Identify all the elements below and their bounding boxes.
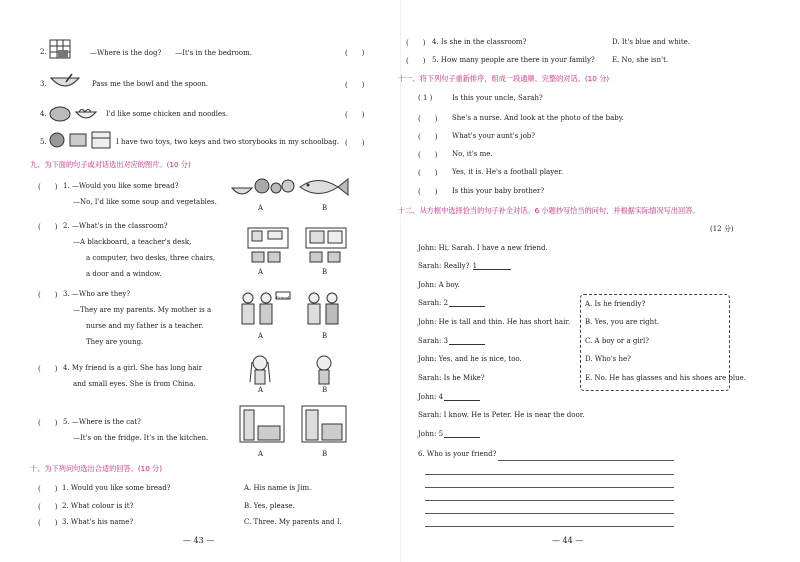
blank-3[interactable] (449, 337, 485, 345)
label-a: A (258, 268, 264, 276)
blank-5[interactable] (444, 430, 480, 438)
pic-item-num: 3. (40, 80, 47, 88)
option-b: B. Yes, you are right. (585, 318, 660, 326)
s9-line: —No, I'd like some soup and vegetables. (73, 198, 217, 206)
s11-sentence: No, it's me. (452, 150, 493, 158)
answer-paren[interactable]: ( ) (38, 419, 58, 427)
s10-question: 2. What colour is it? (62, 502, 134, 510)
chicken-noodles-picture (48, 100, 98, 124)
answer-line[interactable] (498, 460, 674, 461)
answer-paren[interactable]: ( ) (38, 223, 58, 231)
label-a: A (258, 386, 264, 394)
s11-sentence: She's a nurse. And look at the photo of the baby. (452, 114, 624, 122)
blank-2[interactable] (449, 299, 485, 307)
s9-line: 5. —Where is the cat? (63, 418, 141, 426)
pic-item-text: I have two toys, two keys and two storybooks in my schoolbag. (116, 138, 340, 146)
bowl-spoon-picture (48, 72, 82, 92)
option-e: E. No. He has glasses and his shoes are blue. (585, 374, 746, 382)
s9-line: a computer, two desks, three chairs, (86, 254, 216, 262)
pic-item-num: 5. (40, 138, 47, 146)
s10-question: 1. Would you like some bread? (62, 484, 171, 492)
dialogue-line: John: A boy. (418, 281, 460, 289)
answer-paren[interactable]: ( ) (38, 365, 58, 373)
dialogue-line: Sarah: Really? 1 (418, 262, 511, 270)
answer-paren[interactable]: ( ) (418, 169, 438, 177)
option-d: D. Who's he? (585, 355, 631, 363)
answer-paren[interactable]: ( ) (38, 485, 58, 493)
s9-line: and small eyes. She is from China. (73, 380, 196, 388)
answer-line[interactable] (425, 474, 674, 475)
s9-line: 3. —Who are they? (63, 290, 131, 298)
s9-line: —A blackboard, a teacher's desk, (73, 238, 192, 246)
section-12-score: (12 分) (710, 225, 734, 233)
label-a: A (258, 332, 264, 340)
option-a: A. Is he friendly? (585, 300, 646, 308)
answer-paren[interactable]: ( ) (418, 115, 438, 123)
dialogue-line: Sarah: 2 (418, 299, 485, 307)
section-12-title: 十二、从方框中选择恰当的句子补全对话。6 小题抄写恰当的问句，并根据实际情况写出回答。 (398, 206, 700, 215)
pic-item-num: 4. (40, 110, 47, 118)
page-number: — 44 — (552, 536, 584, 545)
s9-line: 1. —Would you like some bread? (63, 182, 179, 190)
answer-paren[interactable]: ( ) (418, 151, 438, 159)
s9-line: —They are my parents. My mother is a (73, 306, 212, 314)
answer-paren[interactable]: ( ) (38, 291, 58, 299)
s10-question: 5. How many people are there in your family? (432, 56, 595, 64)
label-b: B (322, 204, 328, 212)
bowls-fruit-picture (230, 174, 298, 200)
question-6: 6. Who is your friend? (418, 450, 497, 458)
label-b: B (322, 268, 328, 276)
friend-tag: Friend (276, 295, 290, 300)
s9-line: —It's on the fridge. It's in the kitchen. (73, 434, 209, 442)
answer-line[interactable] (425, 500, 674, 501)
answer-paren[interactable]: ( ) (418, 133, 438, 141)
page-number: — 43 — (183, 536, 215, 545)
answer-paren[interactable]: ( ) (38, 183, 58, 191)
answer-paren[interactable]: ( ) (345, 81, 365, 89)
blank-4[interactable] (444, 393, 480, 401)
answer-paren[interactable]: ( ) (38, 519, 58, 527)
pic-item-text: —Where is the dog? —It's in the bedroom. (90, 49, 252, 57)
parents-pictures (236, 290, 346, 328)
s11-sentence: Yes, it is. He's a football player. (452, 168, 564, 176)
answer-paren[interactable]: ( ) (345, 111, 365, 119)
s9-line: a door and a window. (86, 270, 162, 278)
s11-sentence: What's your aunt's job? (452, 132, 536, 140)
answer-line[interactable] (425, 513, 674, 514)
dialogue-line: Sarah: Is he Mike? (418, 374, 485, 382)
blank-1[interactable]: 1 (473, 262, 511, 270)
label-b: B (322, 332, 328, 340)
label-a: A (258, 450, 264, 458)
dialogue-line: John: Yes, and he is nice, too. (418, 355, 522, 363)
classroom-pictures (246, 226, 350, 266)
answer-paren[interactable]: ( ) (406, 39, 426, 47)
answer-paren[interactable]: ( ) (38, 503, 58, 511)
s10-answer: A. His name is Jim. (244, 484, 312, 492)
s11-sentence: Is this your baby brother? (452, 187, 545, 195)
s9-line: nurse and my father is a teacher. (86, 322, 204, 330)
fish-food-picture (296, 174, 350, 200)
pic-item-text: I'd like some chicken and noodles. (106, 110, 229, 118)
section-11-title: 十一、将下列句子重新排序，组成一段通顺、完整的对话。(10 分) (398, 74, 610, 83)
answer-paren[interactable]: ( ) (418, 188, 438, 196)
dialogue-line: Sarah: 3 (418, 337, 485, 345)
label-a: A (258, 204, 264, 212)
s11-sentence: Is this your uncle, Sarah? (452, 94, 543, 102)
s10-answer: C. Three. My parents and I. (244, 518, 342, 526)
kitchen-pictures (238, 404, 350, 446)
answer-paren[interactable]: ( ) (345, 49, 365, 57)
answer-paren[interactable]: ( ) (345, 139, 365, 147)
pic-item-num: 2. (40, 48, 47, 56)
s10-question: 3. What's his name? (62, 518, 134, 526)
toys-keys-books-picture (48, 128, 114, 150)
dog-kennel-picture (48, 38, 74, 60)
dialogue-line: John: He is tall and thin. He has short hair. (418, 318, 571, 326)
section-10-title: 十、为下列问句选出合适的回答。(10 分) (30, 464, 163, 473)
s10-question: 4. Is she in the classroom? (432, 38, 527, 46)
s9-line: 4. My friend is a girl. She has long hair (63, 364, 203, 372)
dialogue-line: Sarah: I know. He is Peter. He is near the door. (418, 411, 585, 419)
dialogue-line: John: 4 (418, 393, 480, 401)
page-gutter (400, 0, 401, 562)
answer-line[interactable] (425, 487, 674, 488)
answer-paren[interactable]: ( ) (406, 57, 426, 65)
dialogue-line: John: 5 (418, 430, 480, 438)
s10-answer: B. Yes, please. (244, 502, 295, 510)
section-9-title: 九、为下面的句子或对话选出对应的图片。(10 分) (30, 160, 191, 169)
s9-line: They are young. (86, 338, 144, 346)
pic-item-text: Pass me the bowl and the spoon. (92, 80, 209, 88)
s10-answer: E. No, she isn't. (612, 56, 669, 64)
s10-answer: D. It's blue and white. (612, 38, 691, 46)
label-b: B (322, 450, 328, 458)
answer-line[interactable] (425, 526, 674, 527)
label-b: B (322, 386, 328, 394)
s9-line: 2. —What's in the classroom? (63, 222, 168, 230)
option-c: C. A boy or a girl? (585, 337, 649, 345)
dialogue-line: John: Hi, Sarah. I have a new friend. (418, 244, 548, 252)
answer-paren[interactable]: ( 1 ) (418, 94, 433, 102)
girls-pictures (246, 354, 346, 386)
